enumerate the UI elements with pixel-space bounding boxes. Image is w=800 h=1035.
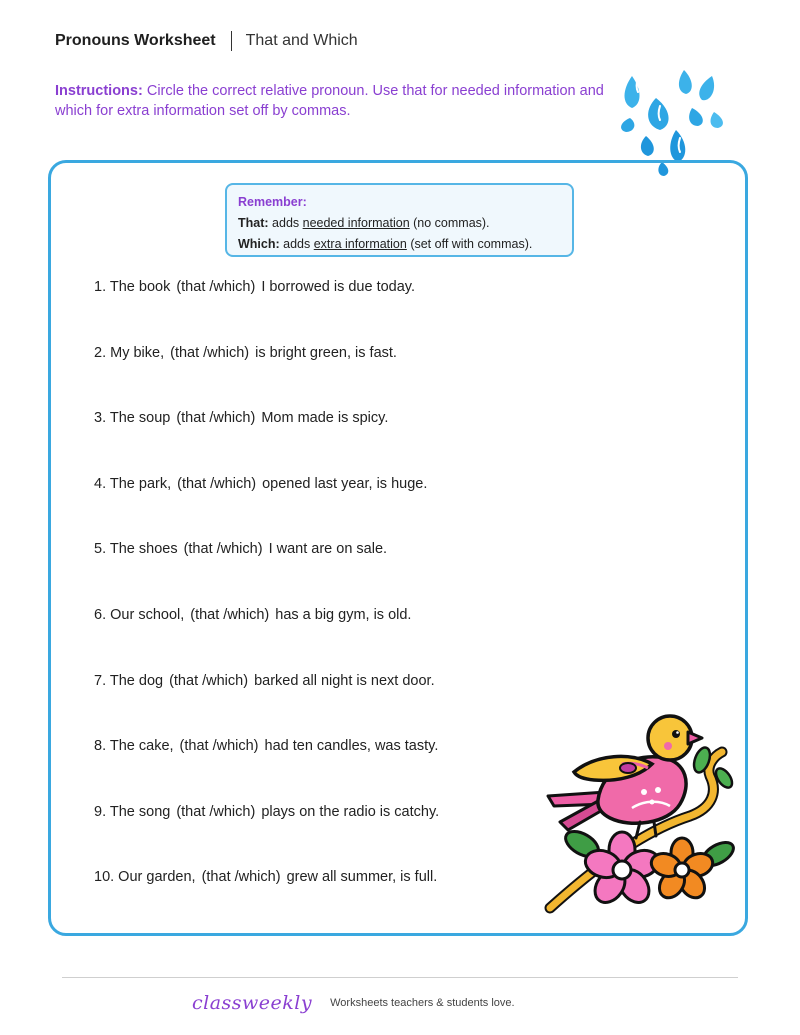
pronoun-choice[interactable]: (that /which) bbox=[201, 869, 281, 886]
pronoun-choice[interactable]: (that /which) bbox=[169, 672, 249, 689]
that-label: That: bbox=[238, 216, 269, 230]
remember-which-rule bbox=[238, 234, 561, 255]
question-item bbox=[94, 801, 439, 867]
header-divider bbox=[231, 31, 232, 51]
question-end: has a big gym, is old. bbox=[275, 606, 412, 623]
question-item bbox=[94, 473, 439, 539]
question-end: Mom made is spicy. bbox=[261, 410, 389, 427]
footer-tagline: Worksheets teachers & students love. bbox=[330, 997, 515, 1009]
which-label: Which: bbox=[238, 237, 280, 251]
question-end: plays on the radio is catchy. bbox=[261, 803, 440, 820]
that-pre: adds bbox=[268, 216, 303, 230]
pronoun-choice[interactable]: (that /which) bbox=[179, 738, 259, 755]
remember-title: Remember: bbox=[238, 195, 307, 209]
footer bbox=[192, 992, 515, 1014]
question-end: I borrowed is due today. bbox=[261, 279, 415, 295]
question-start: 2. My bike, bbox=[94, 344, 165, 361]
remember-box bbox=[225, 183, 574, 257]
worksheet-title: Pronouns Worksheet bbox=[55, 32, 216, 49]
question-end: opened last year, is huge. bbox=[262, 475, 428, 492]
question-start: 8. The cake, bbox=[94, 738, 174, 755]
pronoun-choice[interactable]: (that /which) bbox=[176, 410, 256, 427]
worksheet-subtitle: That and Which bbox=[245, 32, 358, 49]
question-item bbox=[94, 670, 439, 736]
which-post: (set off with commas). bbox=[406, 237, 533, 251]
that-key-phrase: needed information bbox=[302, 216, 410, 230]
question-start: 7. The dog bbox=[94, 672, 164, 689]
question-item bbox=[94, 735, 439, 801]
instructions-text-2: which for extra information set off by commas. bbox=[55, 103, 351, 119]
question-item bbox=[94, 276, 439, 342]
pronoun-choice[interactable]: (that /which) bbox=[190, 606, 270, 623]
which-key-phrase: extra information bbox=[313, 237, 407, 251]
question-start: 3. The soup bbox=[94, 410, 171, 427]
question-end: is bright green, is fast. bbox=[255, 344, 397, 361]
worksheet-header bbox=[55, 30, 358, 52]
which-pre: adds bbox=[279, 237, 314, 251]
pronoun-choice[interactable]: (that /which) bbox=[183, 541, 263, 558]
instructions bbox=[55, 81, 630, 121]
instructions-label: Instructions: bbox=[55, 83, 143, 99]
remember-that-rule bbox=[238, 213, 561, 234]
question-item bbox=[94, 604, 439, 670]
question-list bbox=[94, 276, 439, 932]
pronoun-choice[interactable]: (that /which) bbox=[170, 344, 250, 361]
question-item bbox=[94, 866, 439, 932]
instructions-text-1: Circle the correct relative pronoun. Use that for needed information and bbox=[142, 83, 604, 99]
question-start: 5. The shoes bbox=[94, 541, 178, 558]
question-end: I want are on sale. bbox=[268, 541, 388, 558]
question-item bbox=[94, 342, 439, 408]
question-start: 6. Our school, bbox=[94, 606, 185, 623]
instructions-line-1 bbox=[55, 81, 630, 101]
question-item bbox=[94, 538, 439, 604]
question-start: 9. The song bbox=[94, 803, 171, 820]
question-start: 10. Our garden, bbox=[94, 869, 196, 886]
bird-on-flower-branch-icon bbox=[540, 712, 740, 914]
brand-logo: classweekly bbox=[192, 992, 313, 1014]
question-start: 1. The book bbox=[94, 279, 171, 295]
question-end: grew all summer, is full. bbox=[286, 869, 438, 886]
that-post: (no commas). bbox=[409, 216, 490, 230]
question-item bbox=[94, 407, 439, 473]
pronoun-choice[interactable]: (that /which) bbox=[177, 475, 257, 492]
pronoun-choice[interactable]: (that /which) bbox=[176, 279, 256, 295]
pronoun-choice[interactable]: (that /which) bbox=[176, 803, 256, 820]
question-end: barked all night is next door. bbox=[254, 672, 435, 689]
question-start: 4. The park, bbox=[94, 475, 172, 492]
footer-divider bbox=[62, 977, 738, 978]
question-end: had ten candles, was tasty. bbox=[264, 738, 439, 755]
